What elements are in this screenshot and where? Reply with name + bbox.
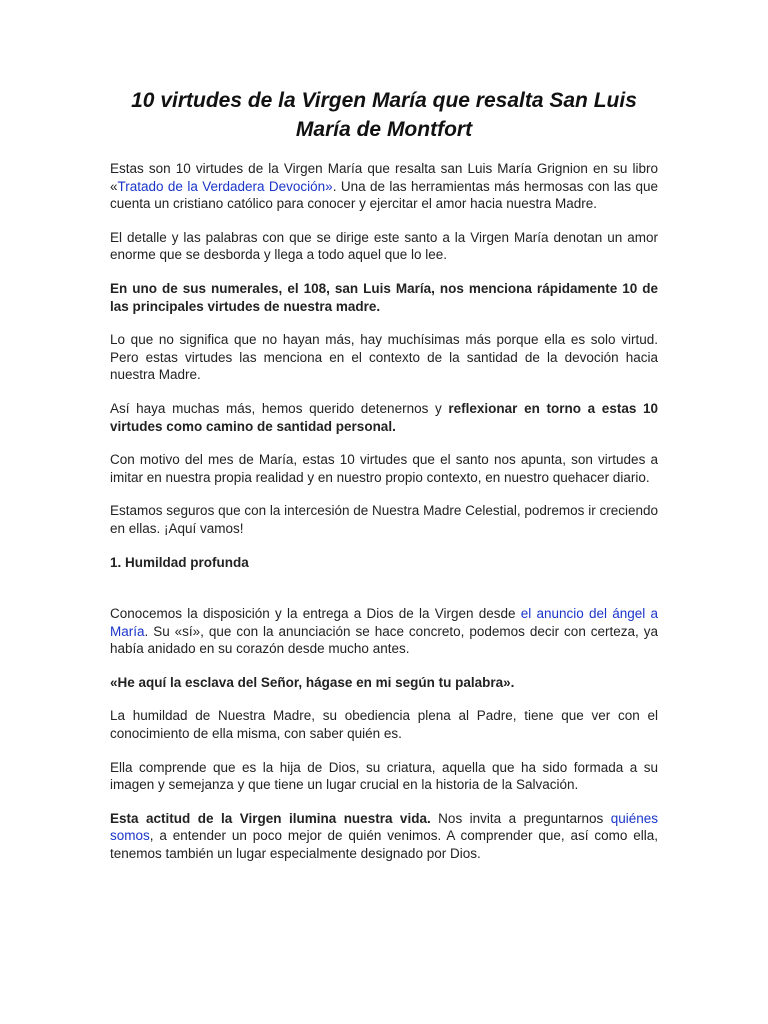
paragraph-numeral <box>110 280 658 315</box>
paragraph-virtue: Lo que no significa que no hayan más, hay muchísimas más porque ella es solo virtud. Pero estas virtudes las menciona en el contexto de la santidad de la devoción hacia nuestra Madre. <box>110 332 658 383</box>
bold-text: Esta actitud de la Virgen ilumina nuestra vida. <box>110 810 431 826</box>
paragraph-annunciation <box>110 605 658 658</box>
paragraph-humility: La humildad de Nuestra Madre, su obediencia plena al Padre, tiene que ver con el conocimiento de ella misma, con saber quién es. <box>110 708 658 742</box>
paragraph-detail: El detalle y las palabras con que se dirige este santo a la Virgen María denotan un amor enorme que se desborda y llega a todo aquel que lo lee. <box>110 229 658 263</box>
paragraph-attitude <box>110 810 658 863</box>
text-run: Así haya muchas más, hemos querido detenernos y <box>110 400 449 416</box>
paragraph-intercession: Estamos seguros que con la intercesión de Nuestra Madre Celestial, podremos ir creciendo en ellas. ¡Aquí vamos! <box>110 503 658 536</box>
link-anuncio[interactable]: el anuncio del ángel a María <box>110 606 659 639</box>
document-title: 10 virtudes de la Virgen María que resalta San Luis María de Montfort <box>131 89 637 141</box>
paragraph-reflect <box>110 400 658 435</box>
paragraph-month: Con motivo del mes de María, estas 10 virtudes que el santo nos apunta, son virtudes a imitar en nuestra propia realidad y en nuestro propio contexto, en nuestro quehacer diario. <box>110 452 658 485</box>
text-run: . Una de las herramientas más hermosas con las que cuenta un cristiano católico para conocer y ejercitar el amor hacia nuestra Madre. <box>110 178 659 212</box>
paragraph-daughter: Ella comprende que es la hija de Dios, su criatura, aquella que ha sido formada a su imagen y semejanza y que tiene un lugar crucial en la historia de la Salvación. <box>110 759 658 793</box>
link-tratado[interactable]: Tratado de la Verdadera Devoción» <box>117 178 333 194</box>
bold-text: En uno de sus numerales, el 108, san Luis María, nos menciona rápidamente 10 de las principales virtudes de nuestra madre. <box>110 280 658 314</box>
text-run: Estas son 10 virtudes de la Virgen María que resalta san Luis María Grignion en su libro « <box>110 161 658 194</box>
text-run: . Su «sí», que con la anunciación se hace concreto, podemos decir con certeza, ya había anidado en su corazón desde mucho antes. <box>110 623 658 657</box>
link-quienes-somos[interactable]: quiénes somos <box>110 810 658 844</box>
text-run: Nos invita a preguntarnos <box>430 810 611 826</box>
text-run: Conocemos la disposición y la entrega a Dios de la Virgen desde <box>110 606 521 622</box>
section-heading: 1. Humildad profunda <box>110 554 249 570</box>
bold-quote: «He aquí la esclava del Señor, hágase en mi según tu palabra». <box>110 674 515 690</box>
paragraph-quote <box>110 674 658 692</box>
paragraph-intro <box>110 160 658 213</box>
text-run: , a entender un poco mejor de quién venimos. A comprender que, así como ella, tenemos también un lugar especialmente designado por Dios. <box>110 828 658 862</box>
bold-text: reflexionar en torno a estas 10 virtudes como camino de santidad personal. <box>110 400 659 434</box>
